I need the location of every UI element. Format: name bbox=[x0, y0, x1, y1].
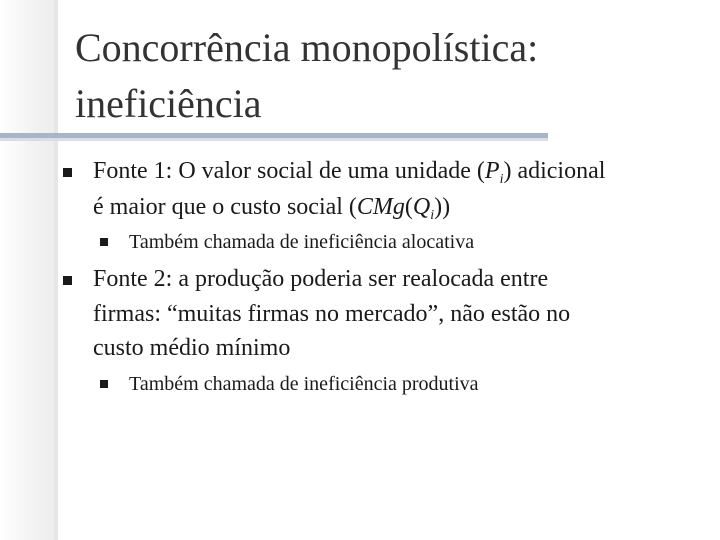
subscript-i: i bbox=[499, 172, 504, 187]
left-decorative-strip bbox=[0, 0, 58, 540]
variable-p: P bbox=[484, 158, 500, 184]
bullet-1-line-1 bbox=[93, 154, 713, 188]
subscript-i-q: i bbox=[430, 208, 435, 223]
sub-bullet-marker-1 bbox=[100, 238, 108, 246]
sub-bullet-marker-2 bbox=[100, 380, 108, 388]
bullet-2-line-1: Fonte 2: a produção poderia ser realocada entre bbox=[93, 266, 549, 292]
title-divider-shadow bbox=[0, 138, 548, 141]
slide-title bbox=[75, 20, 695, 132]
bullet-1-line-2-prefix: é maior que o custo social ( bbox=[93, 194, 357, 220]
sub-bullet-1-text: Também chamada de ineficiência alocativa bbox=[129, 231, 475, 253]
bullet-marker-2 bbox=[63, 276, 72, 285]
bullet-marker-1 bbox=[63, 168, 72, 177]
open-paren: ( bbox=[404, 194, 413, 220]
sub-bullet-2-text: Também chamada de ineficiência produtiva bbox=[129, 373, 479, 395]
bullet-1-line-2 bbox=[93, 190, 713, 224]
title-line-2: ineficiência bbox=[75, 81, 262, 126]
function-cmg: CMg bbox=[356, 194, 405, 220]
bullet-2-line-3: custo médio mínimo bbox=[93, 335, 291, 361]
bullet-1-line-1-suffix: ) adicional bbox=[503, 158, 606, 184]
bullet-1-line-1-prefix: Fonte 1: O valor social de uma unidade ( bbox=[93, 158, 485, 184]
title-line-1: Concorrência monopolística: bbox=[75, 25, 539, 70]
variable-q: Q bbox=[412, 194, 431, 220]
bullet-2-line-2: firmas: “muitas firmas no mercado”, não estão no bbox=[93, 301, 571, 327]
bullet-1-line-2-suffix: )) bbox=[434, 194, 451, 220]
